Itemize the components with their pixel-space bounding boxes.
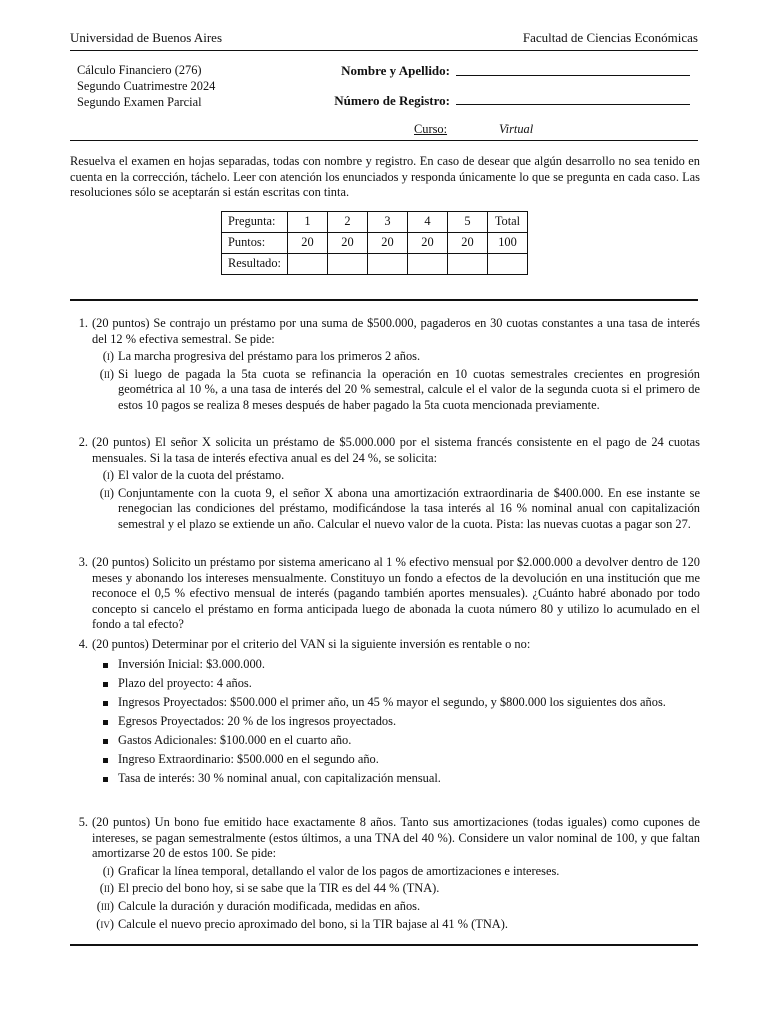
question-part	[102, 863, 700, 880]
bullet-icon	[103, 758, 108, 763]
part-text: Calcule la duración y duración modificada, medidas en años.	[118, 898, 421, 913]
registration-label: Número de Registro:	[334, 93, 450, 108]
part-label: (i)	[102, 349, 114, 364]
question-number: 2	[328, 212, 368, 233]
list-item: Ingresos Proyectados: $500.000 el primer año, un 45 % mayor el segundo, y $800.000 los siguientes dos años.	[118, 695, 700, 711]
question-number: 5.	[78, 815, 88, 829]
list-item: Egresos Proyectados: 20 % de los ingresos proyectados.	[118, 714, 700, 730]
question-2	[70, 435, 700, 533]
university-name: Universidad de Buenos Aires	[70, 30, 223, 45]
question-number: 2.	[78, 435, 88, 449]
course-term: Segundo Cuatrimestre 2024	[77, 78, 216, 93]
bullet-icon	[103, 701, 108, 706]
table-row	[222, 233, 528, 254]
question-text: (20 puntos) El señor X solicita un préstamo de $5.000.000 por el sistema francés consistente en el pago de 24 cuotas mensuales. Si la tasa de interés efectiva anual es del 24 %, se solicita:	[92, 435, 700, 465]
points-cell: 20	[368, 233, 408, 254]
part-text: El valor de la cuota del préstamo.	[118, 468, 285, 483]
question-part	[102, 349, 700, 365]
part-label: (ii)	[99, 485, 114, 500]
row-label: Pregunta:	[222, 212, 288, 233]
registration-field[interactable]	[456, 104, 690, 105]
question-number: 1.	[78, 316, 88, 330]
result-cell[interactable]	[488, 254, 528, 275]
row-label: Puntos:	[222, 233, 288, 254]
part-label: (i)	[102, 863, 114, 878]
question-text: (20 puntos) Un bono fue emitido hace exactamente 8 años. Tanto sus amortizaciones (todas iguales) como cupones de intereses, se pagan semestralmente (estos últimos, a una TNA del 40 %). Considere un valor nominal de 100, y que faltan amortizarse 20 de estos 100. Se pide:	[92, 815, 700, 861]
result-cell[interactable]	[328, 254, 368, 275]
question-1	[70, 316, 700, 414]
result-cell[interactable]	[448, 254, 488, 275]
question-part	[99, 881, 700, 897]
part-label: (iii)	[96, 898, 114, 913]
part-label: (iv)	[96, 916, 114, 931]
result-cell[interactable]	[408, 254, 448, 275]
name-label: Nombre y Apellido:	[341, 63, 450, 78]
question-number: Total	[488, 212, 528, 233]
part-text: La marcha progresiva del préstamo para los primeros 2 años.	[118, 349, 421, 364]
question-5	[70, 815, 700, 932]
result-cell[interactable]	[288, 254, 328, 275]
investment-list	[70, 657, 700, 787]
question-part	[99, 485, 700, 533]
part-text: Calcule el nuevo precio aproximado del bono, si la TIR bajase al 41 % (TNA).	[118, 916, 508, 931]
question-text: (20 puntos) Solicito un préstamo por sistema americano al 1 % efectivo mensual por $2.000.000 a devolver dentro de 120 meses y abonando los intereses mensualmente. Constituyo un fondo a efectos de la devolución en una institución que me reconoce el 0,5 % efectivo mensual de interés (pagando también aportes mensuales). ¿Cuánto habré abonado por todo concepto si cancelo el préstamo en forma anticipada luego de abonada la cuota número 80 y utilizo lo acumulado en el fondo a tal efecto?	[92, 555, 700, 632]
part-text: Graficar la línea temporal, detallando el valor de los pagos de amortizaciones e intereses.	[118, 863, 560, 878]
bullet-icon	[103, 720, 108, 725]
list-item: Tasa de interés: 30 % nominal anual, con capitalización mensual.	[118, 771, 700, 787]
question-number: 4	[408, 212, 448, 233]
info-rule	[70, 140, 698, 141]
question-number: 4.	[78, 637, 88, 651]
question-part	[102, 468, 700, 484]
exam-name: Segundo Examen Parcial	[77, 94, 202, 109]
points-cell: 20	[288, 233, 328, 254]
part-text: El precio del bono hoy, si se sabe que la TIR es del 44 % (TNA).	[118, 881, 440, 896]
list-item: Plazo del proyecto: 4 años.	[118, 676, 700, 692]
bullet-icon	[103, 739, 108, 744]
table-row	[222, 254, 528, 275]
footer-rule	[70, 944, 698, 946]
list-item: Inversión Inicial: $3.000.000.	[118, 657, 700, 673]
bullet-icon	[103, 777, 108, 782]
header-rule	[70, 50, 698, 51]
question-3	[70, 555, 700, 633]
result-cell[interactable]	[368, 254, 408, 275]
instructions: Resuelva el examen en hojas separadas, todas con nombre y registro. En caso de desear que algún desarrollo no sea tenido en cuenta en la corrección, táchelo. Leer con atención los enunciados y responda únicamente lo que se pregunta en cada caso. Las resoluciones sólo se aceptarán si están escritas con tinta.	[70, 154, 700, 200]
bullet-icon	[103, 663, 108, 668]
points-cell: 100	[488, 233, 528, 254]
question-number: 3.	[78, 555, 88, 569]
question-number: 5	[448, 212, 488, 233]
points-cell: 20	[408, 233, 448, 254]
points-cell: 20	[328, 233, 368, 254]
curso-value: Virtual	[499, 122, 534, 136]
points-cell: 20	[448, 233, 488, 254]
question-text: (20 puntos) Se contrajo un préstamo por una suma de $500.000, pagaderos en 30 cuotas constantes a una tasa de interés del 12 % efectiva semestral. Se pide:	[92, 316, 700, 346]
table-rule	[70, 299, 698, 301]
list-item: Ingreso Extraordinario: $500.000 en el segundo año.	[118, 752, 700, 768]
faculty-name: Facultad de Ciencias Económicas	[522, 30, 698, 45]
question-4	[70, 637, 700, 790]
question-part	[96, 916, 700, 933]
course-info	[77, 63, 215, 110]
part-label: (ii)	[99, 881, 114, 896]
bullet-icon	[103, 682, 108, 687]
table-row	[222, 212, 528, 233]
course-name: Cálculo Financiero (276)	[77, 63, 202, 77]
question-number: 3	[368, 212, 408, 233]
question-part	[99, 366, 700, 414]
part-text: Si luego de pagada la 5ta cuota se refinancia la operación en 10 cuotas semestrales crecientes en progresión geométrica al 10 %, a una tasa de interés del 20 % semestral, calcule el el valor de la segunda cuota si el primero de estos 10 pagos se realiza 8 meses después de haber pagado la 5ta cuota mencionada previamente.	[118, 366, 700, 412]
question-text: (20 puntos) Determinar por el criterio del VAN si la siguiente inversión es rentable o no:	[92, 637, 531, 651]
question-part	[96, 898, 700, 915]
question-number: 1	[288, 212, 328, 233]
list-item: Gastos Adicionales: $100.000 en el cuarto año.	[118, 733, 700, 749]
curso-label: Curso:	[414, 122, 448, 136]
grade-table	[221, 211, 528, 275]
part-label: (i)	[102, 468, 114, 483]
part-text: Conjuntamente con la cuota 9, el señor X abona una amortización extraordinaria de $400.000. En ese instante se renegocian las condiciones del préstamo, modificándose la tasa interés al 16 % nominal anual con capitalización semestral y el plazo se extiende un año. Calcular el nuevo valor de la cuota. Pista: las nuevas cuotas a pagar son 27.	[118, 485, 700, 531]
row-label: Resultado:	[222, 254, 288, 275]
part-label: (ii)	[99, 366, 114, 381]
name-field[interactable]	[456, 75, 690, 76]
